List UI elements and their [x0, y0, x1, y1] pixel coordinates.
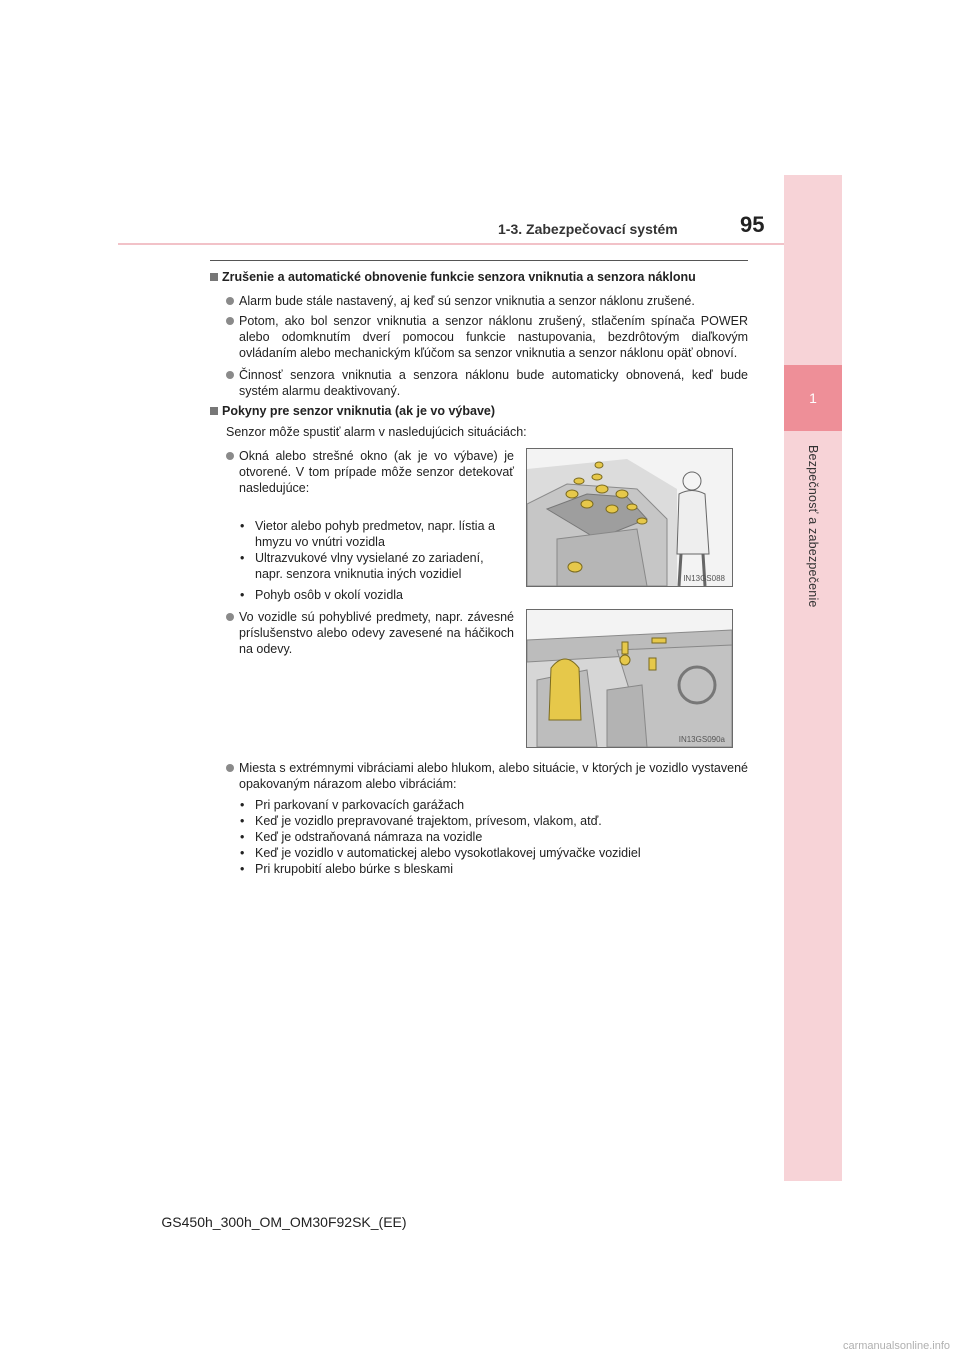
sub-list-item: • Keď je vozidlo v automatickej alebo vysokotlakovej umývačke vozidiel	[240, 846, 641, 860]
bullet-icon	[226, 613, 234, 621]
svg-text:IN13GS088: IN13GS088	[683, 574, 725, 583]
figure-car-sunroof	[526, 448, 733, 587]
list-item: Potom, ako bol senzor vniknutia a senzor náklonu zrušený, stlačením spínača POWER alebo odomknutím dverí pomocou funkcie nastupovania, bezdrôtovým diaľkovým ovládaním alebo mechanickým kľúčom sa senzor vniknutia a senzor náklonu opäť obnoví.	[226, 313, 748, 361]
sub-list-item: • Pri parkovaní v parkovacích garážach	[240, 798, 465, 812]
list-item: Alarm bude stále nastavený, aj keď sú senzor vniknutia a senzor náklonu zrušené.	[226, 293, 748, 309]
header-rule	[118, 243, 784, 245]
list-item: Okná alebo strešné okno (ak je vo výbave) je otvorené. V tom prípade môže senzor detekovať nasledujúce:	[226, 448, 514, 496]
chapter-tab[interactable]: 1	[784, 365, 842, 431]
car-interior-illustration	[527, 610, 732, 747]
car-sunroof-illustration	[527, 449, 732, 586]
chapter-label: Bezpečnosť a zabezpečenie	[806, 444, 820, 608]
side-strip	[784, 175, 842, 1181]
sub-list-item: • Pohyb osôb v okolí vozidla	[240, 588, 404, 602]
watermark: carmanualsonline.info	[842, 1340, 950, 1352]
list-item: Činnosť senzora vniknutia a senzora náklonu bude automaticky obnovená, keď bude systém alarmu deaktivovaný.	[226, 367, 748, 399]
section-intro: Senzor môže spustiť alarm v nasledujúcich situáciách:	[226, 425, 527, 439]
section-heading: Pokyny pre senzor vniknutia (ak je vo výbave)	[210, 404, 495, 418]
sub-list-item: • Pri krupobití alebo búrke s bleskami	[240, 862, 454, 876]
sub-list-item: • Keď je vozidlo prepravované trajektom, prívesom, vlakom, atď.	[240, 814, 602, 828]
section-heading: Zrušenie a automatické obnovenie funkcie senzora vniknutia a senzora náklonu	[210, 270, 696, 284]
square-icon	[210, 407, 218, 415]
list-item: Vo vozidle sú pohyblivé predmety, napr. závesné príslušenstvo alebo odevy zavesené na háčikoch na odevy.	[226, 609, 514, 657]
sub-list-item: • Ultrazvukové vlny vysielané zo zariadení, napr. senzora vniknutia iných vozidiel	[240, 551, 484, 581]
bullet-icon	[226, 371, 234, 379]
page-header-title: 1-3. Zabezpečovací systém	[498, 221, 678, 237]
square-icon	[210, 273, 218, 281]
figure-car-interior	[526, 609, 733, 748]
bullet-icon	[226, 317, 234, 325]
section-rule	[210, 260, 748, 261]
footer-document-code: GS450h_300h_OM_OM30F92SK_(EE)	[161, 1214, 407, 1230]
sub-list-item: • Keď je odstraňovaná námraza na vozidle	[240, 830, 483, 844]
bullet-icon	[226, 764, 234, 772]
sub-list-item: • Vietor alebo pohyb predmetov, napr. lístia a hmyzu vo vnútri vozidla	[240, 519, 495, 549]
svg-text:IN13GS090a: IN13GS090a	[678, 735, 725, 744]
page-number: 95	[740, 212, 765, 237]
bullet-icon	[226, 297, 234, 305]
bullet-icon	[226, 452, 234, 460]
list-item: Miesta s extrémnymi vibráciami alebo hlukom, alebo situácie, v ktorých je vozidlo vystavené opakovaným nárazom alebo vibráciám:	[226, 760, 748, 792]
